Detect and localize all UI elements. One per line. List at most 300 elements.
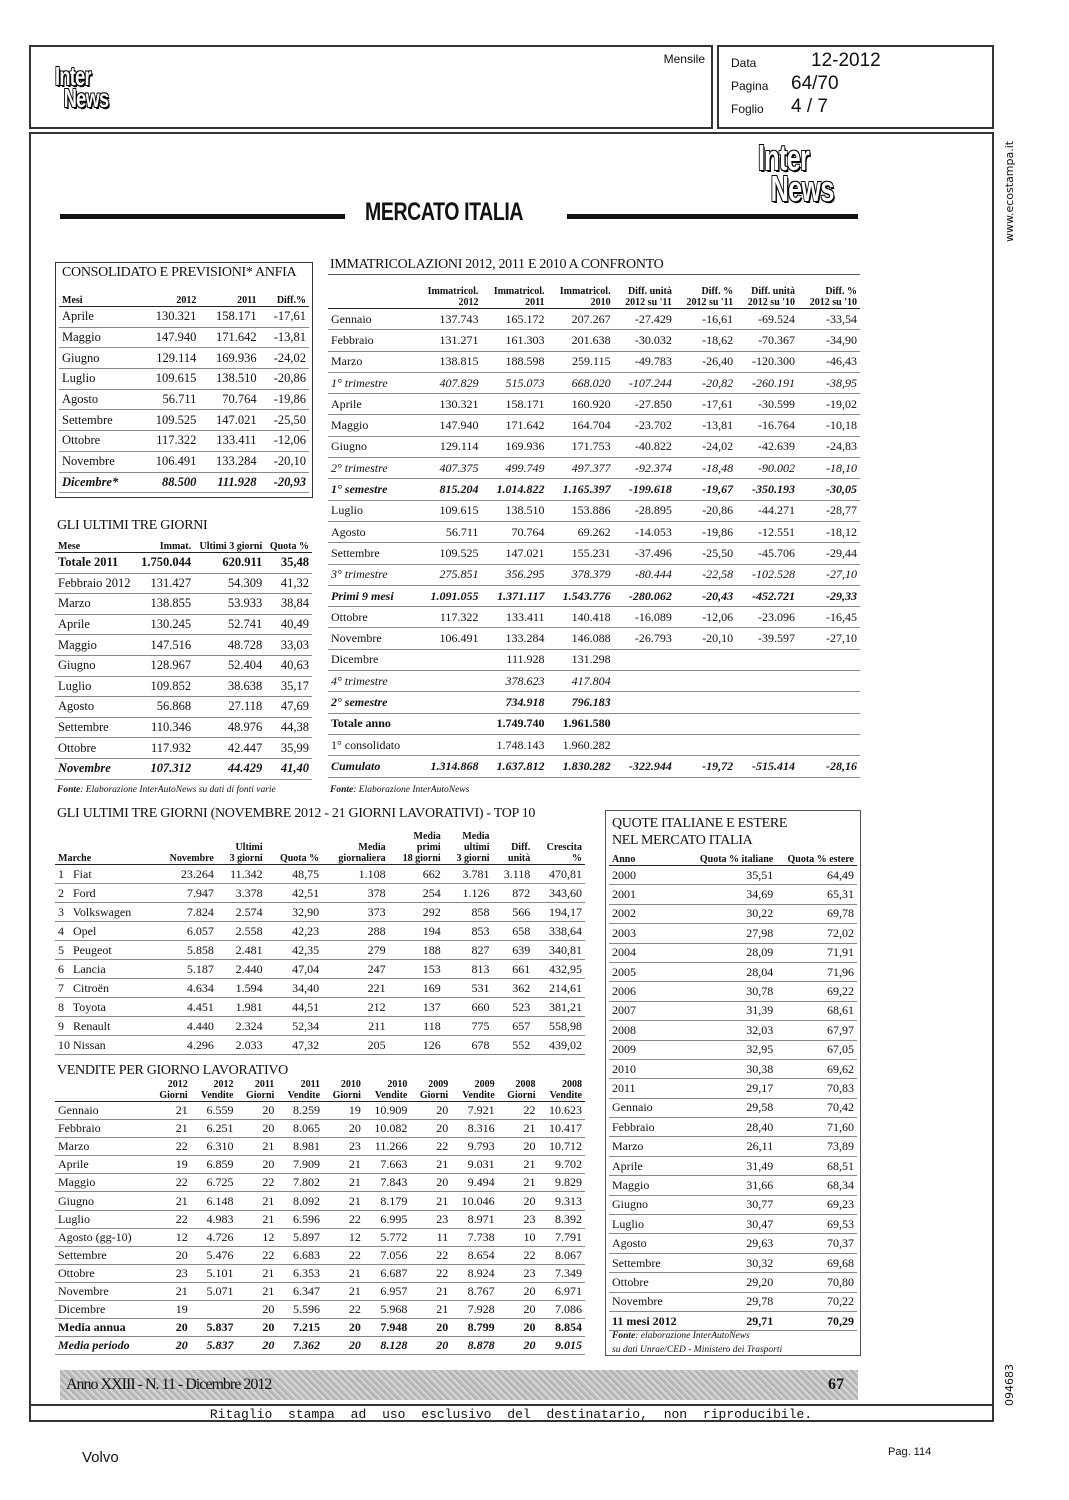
table-cell: 137.743 (415, 309, 481, 330)
table-row (55, 697, 312, 718)
table-cell: 64,49 (776, 866, 857, 885)
table-cell: -18,48 (675, 458, 736, 479)
table-row (609, 1215, 857, 1234)
table-cell: 169.936 (481, 436, 547, 457)
table-cell: 21 (236, 1282, 277, 1300)
table-cell: 2.574 (217, 903, 266, 922)
table-cell: -20,10 (675, 628, 736, 649)
table-row (609, 1176, 857, 1195)
data-value: 12-2012 (811, 50, 881, 71)
table-cell: 259.115 (548, 351, 614, 372)
table-cell: -19,67 (675, 479, 736, 500)
table-cell: 117.322 (415, 607, 481, 628)
table-row (328, 543, 860, 564)
table-cell: 407.829 (415, 372, 481, 393)
column-header: Diff.% (260, 286, 309, 307)
table-cell: 2.440 (217, 960, 266, 979)
table-cell: 129.114 (139, 348, 199, 369)
row-label: Novembre (609, 1292, 688, 1311)
table-row (55, 1102, 585, 1120)
table-cell: 7.791 (539, 1228, 585, 1246)
row-label: 2009 (609, 1040, 688, 1059)
table-cell: -16,45 (798, 607, 860, 628)
row-label: 1° trimestre (328, 372, 415, 393)
table-cell: 8.392 (539, 1210, 585, 1228)
table-cell: 32,95 (688, 1040, 776, 1059)
table-cell: 658 (493, 922, 534, 941)
table-cell: 22 (323, 1301, 364, 1319)
table-cell: -33,54 (798, 309, 860, 330)
table-cell: 118 (389, 1017, 444, 1036)
column-header: 2011 Giorni (236, 1079, 277, 1102)
table-row (55, 998, 585, 1017)
column-header: 2012 (139, 286, 199, 307)
table-cell: 117.322 (139, 431, 199, 452)
table-cell: 827 (444, 941, 493, 960)
table-cell: 872 (493, 884, 534, 903)
row-label: Giugno (55, 655, 136, 676)
table-cell: 30,78 (688, 982, 776, 1001)
row-label: 3° trimestre (328, 564, 415, 585)
table-cell: 42.447 (194, 738, 265, 759)
table-cell: -29,33 (798, 585, 860, 606)
table-row (328, 756, 860, 777)
table-cell: 41,40 (265, 758, 312, 779)
table-cell: 20 (150, 1337, 191, 1355)
table-cell: 8.259 (277, 1102, 323, 1120)
column-header: Ultimi 3 giorni (217, 824, 266, 865)
row-label: Aprile (59, 307, 139, 328)
table-cell: 21 (236, 1138, 277, 1156)
table-cell: 4.634 (154, 979, 217, 998)
table-cell: 22 (410, 1246, 451, 1264)
table-cell: 373 (322, 903, 389, 922)
table-cell: -16.089 (614, 607, 675, 628)
table-cell: 20 (498, 1192, 539, 1210)
table-cell: 668.020 (548, 372, 614, 393)
table-cell: 21 (236, 1192, 277, 1210)
frequency-label: Mensile (663, 52, 705, 66)
table-cell: 29,58 (688, 1098, 776, 1117)
table-row (328, 479, 860, 500)
table-row (55, 922, 585, 941)
table-row (55, 758, 312, 779)
table-cell: 111.928 (481, 649, 547, 670)
table-cell: 133.284 (481, 628, 547, 649)
table-cell: 340,81 (533, 941, 585, 960)
table-cell: -350.193 (736, 479, 798, 500)
header-row (55, 536, 312, 553)
table-cell: -49.783 (614, 351, 675, 372)
table-cell: 72,02 (776, 924, 857, 943)
row-label: Ottobre (609, 1273, 688, 1292)
table-cell: 27.118 (194, 697, 265, 718)
table-cell: 107.312 (136, 758, 194, 779)
table-row (59, 327, 309, 348)
table-cell: 10.417 (539, 1120, 585, 1138)
table-cell: 853 (444, 922, 493, 941)
table-cell: 6.957 (364, 1282, 410, 1300)
table-cell: 6.251 (191, 1120, 237, 1138)
row-label: 1° consolidato (328, 734, 415, 755)
table-cell: 70,37 (776, 1234, 857, 1253)
table-cell: 41,32 (265, 573, 312, 594)
table-cell: 20 (236, 1301, 277, 1319)
column-header (328, 278, 415, 309)
row-label: Ottobre (328, 607, 415, 628)
table-cell: 5.837 (191, 1319, 237, 1337)
table-cell: 31,66 (688, 1176, 776, 1195)
table-cell: 5.897 (277, 1228, 323, 1246)
column-header: Quota % estere (776, 851, 857, 866)
table-cell: -27,10 (798, 628, 860, 649)
column-header: Mesi (59, 286, 139, 307)
row-label: 1° semestre (328, 479, 415, 500)
table-cell: 558,98 (533, 1017, 585, 1036)
table-row (55, 738, 312, 759)
table-cell: 4.296 (154, 1036, 217, 1055)
table-cell: 5.596 (277, 1301, 323, 1319)
table-cell: 9.015 (539, 1337, 585, 1355)
table-cell: 20 (236, 1102, 277, 1120)
quote-italiane-table (609, 851, 857, 1331)
table-cell: -30.032 (614, 330, 675, 351)
table-cell: 138.815 (415, 351, 481, 372)
table-cell: 1.749.740 (481, 713, 547, 734)
table-row (328, 394, 860, 415)
row-label: Agosto (gg-10) (55, 1228, 150, 1246)
table-row (609, 943, 857, 962)
table-cell: 566 (493, 903, 534, 922)
row-label: Dicembre* (59, 472, 139, 493)
table-cell: -20,86 (675, 500, 736, 521)
table-cell: 117.932 (136, 738, 194, 759)
table-cell: 12 (236, 1228, 277, 1246)
table-cell (614, 649, 675, 670)
table-cell: 343,60 (533, 884, 585, 903)
table-cell: 2.481 (217, 941, 266, 960)
table-cell: 2.033 (217, 1036, 266, 1055)
table-cell: 1.126 (444, 884, 493, 903)
table-cell: -20,43 (675, 585, 736, 606)
table-cell: 171.642 (199, 327, 259, 348)
table-title: GLI ULTIMI TRE GIORNI (57, 518, 208, 533)
row-label: Novembre (59, 451, 139, 472)
table-row (59, 348, 309, 369)
table-cell: 164.704 (548, 415, 614, 436)
table-cell: 288 (322, 922, 389, 941)
table-cell: 3.378 (217, 884, 266, 903)
table-cell: 1.371.117 (481, 585, 547, 606)
table-row (55, 1036, 585, 1055)
table-cell: 22 (498, 1246, 539, 1264)
table-cell (614, 713, 675, 734)
row-label: Giugno (609, 1195, 688, 1214)
table-cell: 7.802 (277, 1174, 323, 1192)
table-cell: 499.749 (481, 458, 547, 479)
table-cell: -46,43 (798, 351, 860, 372)
table-cell: 38,84 (265, 594, 312, 615)
table-cell: 8.092 (277, 1192, 323, 1210)
table-cell (614, 692, 675, 713)
table-cell: 110.346 (136, 717, 194, 738)
divider (328, 274, 860, 275)
table-cell: 6.995 (364, 1210, 410, 1228)
disclaimer: Ritaglio stampa ad uso esclusivo del destinatario, non riproducibile. (209, 1407, 813, 1422)
table-cell: 56.711 (415, 521, 481, 542)
table-cell: -18,10 (798, 458, 860, 479)
table-cell: 9.829 (539, 1174, 585, 1192)
table-cell: 35,48 (265, 553, 312, 574)
table-cell: -20,86 (260, 369, 309, 390)
table-cell: 7.215 (277, 1319, 323, 1337)
table-cell: 23 (498, 1264, 539, 1282)
table-cell: 22 (323, 1246, 364, 1264)
table-cell: -18,12 (798, 521, 860, 542)
table-cell: 378.379 (548, 564, 614, 585)
row-label: Maggio (609, 1176, 688, 1195)
table-cell: 6.725 (191, 1174, 237, 1192)
column-header: Media primi 18 giorni (389, 824, 444, 865)
table-cell: 44.429 (194, 758, 265, 779)
column-header: 2008 Giorni (498, 1079, 539, 1102)
table-cell: 22 (236, 1174, 277, 1192)
column-header: Immat. (136, 536, 194, 553)
table-row (55, 717, 312, 738)
table-cell: 32,03 (688, 1021, 776, 1040)
table-cell: -20,93 (260, 472, 309, 493)
table-cell: 147.940 (415, 415, 481, 436)
row-label: Gennaio (328, 309, 415, 330)
table-cell (415, 692, 481, 713)
table-cell: -322.944 (614, 756, 675, 777)
table-cell: 106.491 (139, 451, 199, 472)
row-label: 2000 (609, 866, 688, 885)
table-cell: 1.981 (217, 998, 266, 1017)
table-row (328, 585, 860, 606)
table-cell: 68,51 (776, 1156, 857, 1175)
table-cell: 6.057 (154, 922, 217, 941)
table-cell: 1.594 (217, 979, 266, 998)
table-cell: 7.909 (277, 1156, 323, 1174)
table-cell: 71,60 (776, 1118, 857, 1137)
header-row (328, 278, 860, 309)
table-row (55, 1210, 585, 1228)
table-cell: 30,47 (688, 1215, 776, 1234)
table-cell: -26.793 (614, 628, 675, 649)
table-cell: 338,64 (533, 922, 585, 941)
table-cell: 131.427 (136, 573, 194, 594)
table-cell: 30,77 (688, 1195, 776, 1214)
table-title: CONSOLIDATO E PREVISIONI* ANFIA (62, 265, 297, 280)
table-cell: -44.271 (736, 500, 798, 521)
row-label: 1 Fiat (55, 865, 154, 884)
ultimi-tre-giorni-table (55, 536, 312, 780)
row-label: Febbraio (609, 1118, 688, 1137)
table-cell: -452.721 (736, 585, 798, 606)
table-cell: -69.524 (736, 309, 798, 330)
table-cell: 6.559 (191, 1102, 237, 1120)
table-cell: 44,51 (266, 998, 322, 1017)
table-cell: -515.414 (736, 756, 798, 777)
column-header: 2011 Vendite (277, 1079, 323, 1102)
table-cell (736, 692, 798, 713)
table-row (55, 1120, 585, 1138)
table-cell: -24,02 (675, 436, 736, 457)
table-cell: 133.284 (199, 451, 259, 472)
table-cell: 153 (389, 960, 444, 979)
client-name: Volvo (82, 1449, 119, 1466)
title-line: NEL MERCATO ITALIA (612, 833, 753, 848)
table-cell: -16,61 (675, 309, 736, 330)
row-label: 2002 (609, 904, 688, 923)
table-cell: 4.440 (154, 1017, 217, 1036)
table-cell: 661 (493, 960, 534, 979)
row-label: 2011 (609, 1079, 688, 1098)
table-row (55, 865, 585, 884)
table-cell (675, 671, 736, 692)
table-cell: 20 (236, 1156, 277, 1174)
table-cell: 8.971 (451, 1210, 497, 1228)
table-cell (798, 649, 860, 670)
table-cell: 470,81 (533, 865, 585, 884)
table-cell: -90.002 (736, 458, 798, 479)
row-label: 2° semestre (328, 692, 415, 713)
row-label: Marzo (328, 351, 415, 372)
source-text: : Elaborazione InterAutoNews (353, 785, 470, 795)
table-row (609, 1118, 857, 1137)
row-label: Luglio (55, 676, 136, 697)
table-cell: 126 (389, 1036, 444, 1055)
table-row (328, 330, 860, 351)
table-cell: 20 (410, 1120, 451, 1138)
source-text: su dati Unrae/CED - Ministero dei Trasporti (612, 1345, 783, 1355)
row-label: Dicembre (55, 1301, 150, 1319)
source-text: : elaborazione InterAutoNews (635, 1331, 750, 1341)
table-cell: 194,17 (533, 903, 585, 922)
table-cell: -20,10 (260, 451, 309, 472)
table-cell: 109.852 (136, 676, 194, 697)
table-cell: 23 (323, 1138, 364, 1156)
table-cell: 381,21 (533, 998, 585, 1017)
table-cell: 639 (493, 941, 534, 960)
table-cell: 28,04 (688, 962, 776, 981)
table-cell: 70,80 (776, 1273, 857, 1292)
table-cell: 8.067 (539, 1246, 585, 1264)
row-label: 2006 (609, 982, 688, 1001)
column-header: 2010 Vendite (364, 1079, 410, 1102)
table-cell: 70,22 (776, 1292, 857, 1311)
table-cell: 131.298 (548, 649, 614, 670)
table-cell: 362 (493, 979, 534, 998)
table-cell: -37.496 (614, 543, 675, 564)
column-header: 2011 (199, 286, 259, 307)
table-cell: 21 (150, 1282, 191, 1300)
title-rule-left (60, 214, 345, 219)
table-row (328, 671, 860, 692)
table-cell: 11.266 (364, 1138, 410, 1156)
table-row (328, 607, 860, 628)
table-cell: 69,53 (776, 1215, 857, 1234)
table-row (55, 960, 585, 979)
table-cell: 138.510 (481, 500, 547, 521)
table-cell: 23 (410, 1210, 451, 1228)
table-cell: 138.510 (199, 369, 259, 390)
table-cell: 21 (323, 1264, 364, 1282)
table-cell: 48,75 (266, 865, 322, 884)
table-cell: -280.062 (614, 585, 675, 606)
table-row (609, 866, 857, 885)
table-cell: 8.924 (451, 1264, 497, 1282)
table-cell: 30,32 (688, 1253, 776, 1272)
table-cell: 35,17 (265, 676, 312, 697)
column-header: Anno (609, 851, 688, 866)
row-label: Primi 9 mesi (328, 585, 415, 606)
table-cell: 5.101 (191, 1264, 237, 1282)
table-row (55, 553, 312, 574)
table-cell: 7.928 (451, 1301, 497, 1319)
table-cell: 70,29 (776, 1311, 857, 1330)
table-cell (798, 671, 860, 692)
table-cell: 70.764 (481, 521, 547, 542)
table-cell: -18,62 (675, 330, 736, 351)
header-row (55, 1079, 585, 1102)
table-cell: 678 (444, 1036, 493, 1055)
row-label: Ottobre (55, 738, 136, 759)
issue-label: Anno XXIII - N. 11 - Dicembre 2012 (66, 1376, 272, 1393)
row-label: Settembre (328, 543, 415, 564)
table-cell: 10.712 (539, 1138, 585, 1156)
table-cell: 158.171 (481, 394, 547, 415)
row-label: Settembre (59, 410, 139, 431)
table-cell: 35,51 (688, 866, 776, 885)
table-row (328, 521, 860, 542)
table-row (328, 649, 860, 670)
table-cell: -19,72 (675, 756, 736, 777)
table-row (328, 309, 860, 330)
table-cell: -39.597 (736, 628, 798, 649)
table-cell: 1.637.812 (481, 756, 547, 777)
table-row (55, 1264, 585, 1282)
table-cell: 620.911 (194, 553, 265, 574)
row-label: Maggio (59, 327, 139, 348)
row-label: Luglio (59, 369, 139, 390)
table-cell: 21 (150, 1192, 191, 1210)
table-cell: -25,50 (260, 410, 309, 431)
table-cell: 20 (498, 1282, 539, 1300)
source-note (57, 785, 276, 795)
table-cell: 19 (150, 1301, 191, 1319)
table-cell: 188 (389, 941, 444, 960)
table-cell: 160.920 (548, 394, 614, 415)
header-row (609, 851, 857, 866)
column-header: Novembre (154, 824, 217, 865)
row-label: Maggio (55, 1174, 150, 1192)
table-cell: 88.500 (139, 472, 199, 493)
row-label: Totale anno (328, 713, 415, 734)
table-cell: 20 (410, 1174, 451, 1192)
row-label: 8 Toyota (55, 998, 154, 1017)
table-row (609, 1040, 857, 1059)
table-row (55, 573, 312, 594)
table-cell: 109.525 (139, 410, 199, 431)
vendite-giorno-table (55, 1079, 585, 1355)
table-cell: 111.928 (199, 472, 259, 493)
row-label: Media annua (55, 1319, 150, 1337)
table-cell: 7.948 (364, 1319, 410, 1337)
table-cell: 69,78 (776, 904, 857, 923)
table-cell: 20 (323, 1120, 364, 1138)
